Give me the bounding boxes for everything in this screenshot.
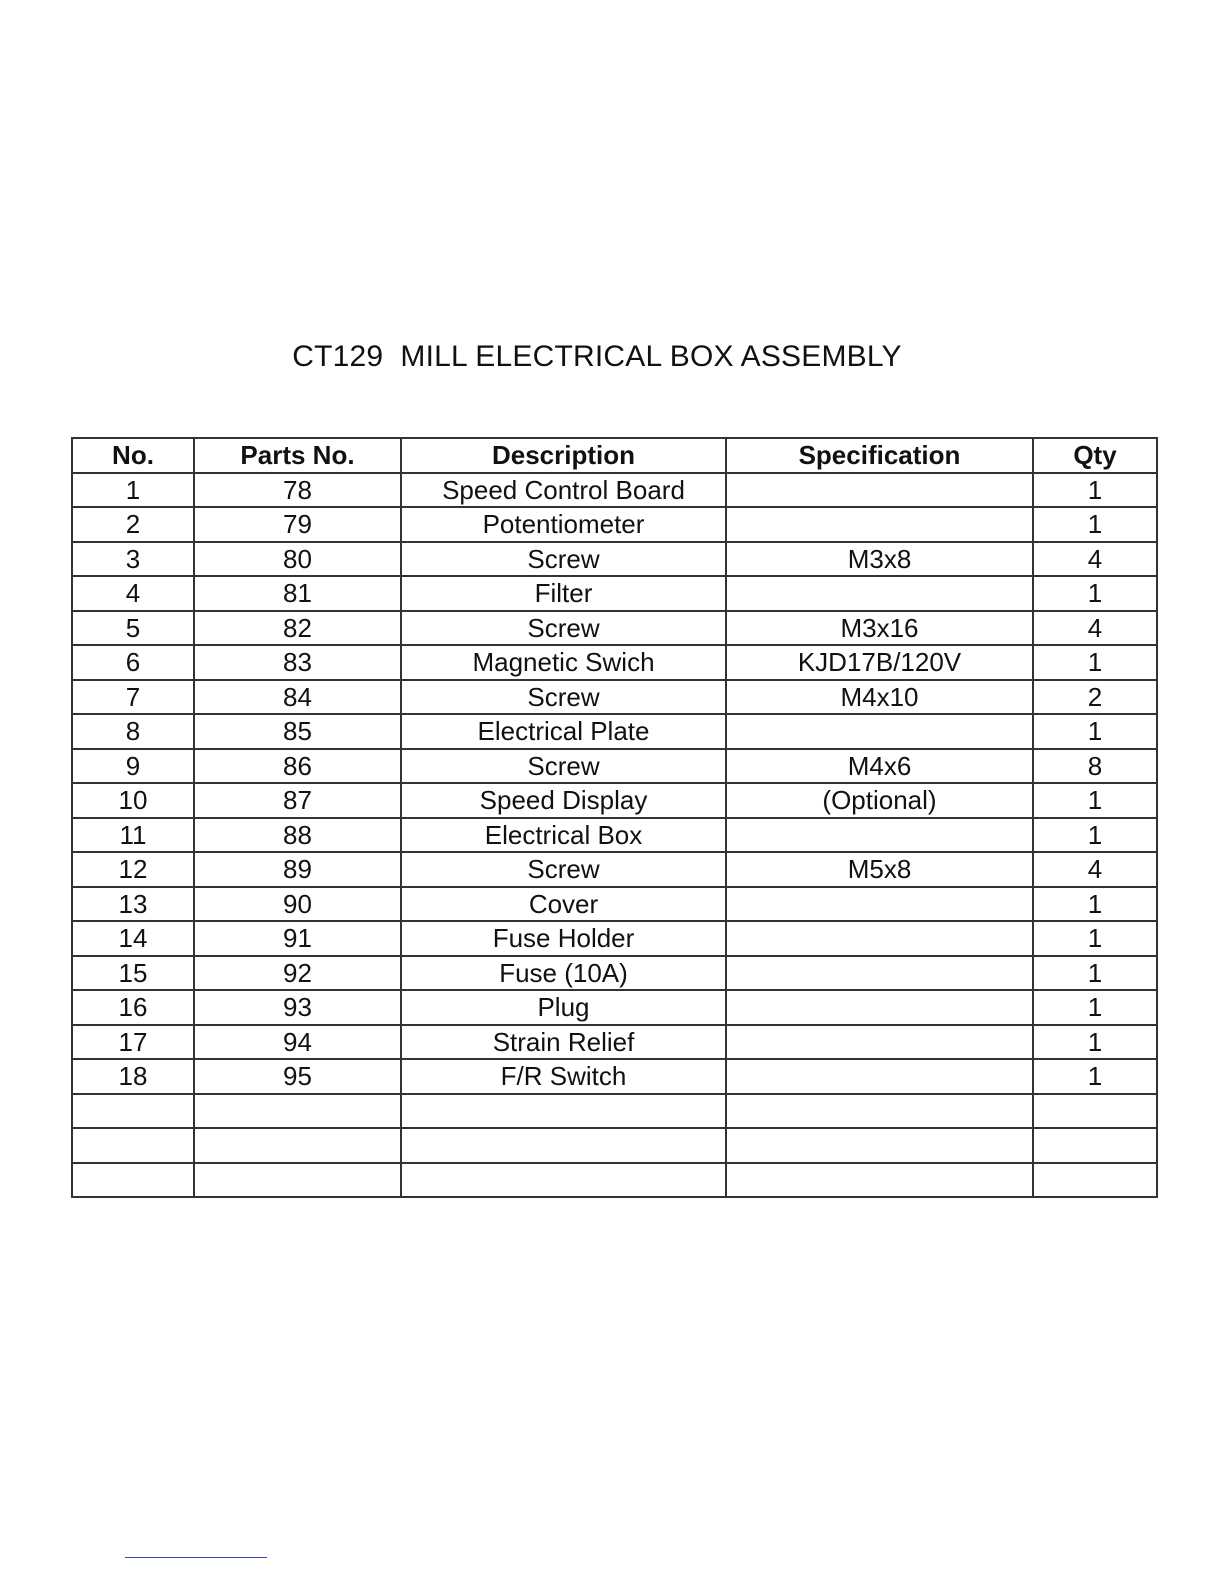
table-row bbox=[72, 1059, 1157, 1094]
cell-parts-no: 88 bbox=[194, 818, 401, 853]
cell-qty: 4 bbox=[1033, 542, 1157, 577]
cell-description: Plug bbox=[401, 990, 726, 1025]
cell-parts-no: 82 bbox=[194, 611, 401, 646]
cell-qty bbox=[1033, 1163, 1157, 1198]
cell-parts-no: 79 bbox=[194, 507, 401, 542]
cell-no: 10 bbox=[72, 783, 194, 818]
cell-parts-no: 78 bbox=[194, 473, 401, 508]
cell-parts-no: 93 bbox=[194, 990, 401, 1025]
cell-qty: 1 bbox=[1033, 956, 1157, 991]
cell-no: 17 bbox=[72, 1025, 194, 1060]
cell-description: Speed Control Board bbox=[401, 473, 726, 508]
cell-description: Screw bbox=[401, 749, 726, 784]
cell-specification bbox=[726, 818, 1033, 853]
cell-no: 9 bbox=[72, 749, 194, 784]
cell-specification: (Optional) bbox=[726, 783, 1033, 818]
cell-description: F/R Switch bbox=[401, 1059, 726, 1094]
table-row bbox=[72, 887, 1157, 922]
cell-qty: 1 bbox=[1033, 1025, 1157, 1060]
cell-specification bbox=[726, 1094, 1033, 1129]
document-title: CT129 MILL ELECTRICAL BOX ASSEMBLY bbox=[292, 340, 902, 373]
cell-description: Screw bbox=[401, 542, 726, 577]
cell-specification bbox=[726, 956, 1033, 991]
cell-description: Cover bbox=[401, 887, 726, 922]
table-row bbox=[72, 542, 1157, 577]
cell-specification bbox=[726, 473, 1033, 508]
cell-specification bbox=[726, 1128, 1033, 1163]
table-row bbox=[72, 1025, 1157, 1060]
table-row bbox=[72, 990, 1157, 1025]
cell-parts-no bbox=[194, 1128, 401, 1163]
table-row bbox=[72, 645, 1157, 680]
cell-description: Potentiometer bbox=[401, 507, 726, 542]
cell-description: Screw bbox=[401, 611, 726, 646]
cell-description: Electrical Plate bbox=[401, 714, 726, 749]
cell-qty: 1 bbox=[1033, 507, 1157, 542]
cell-parts-no: 92 bbox=[194, 956, 401, 991]
cell-no: 4 bbox=[72, 576, 194, 611]
cell-no: 11 bbox=[72, 818, 194, 853]
parts-table-body bbox=[72, 473, 1157, 1198]
cell-parts-no: 95 bbox=[194, 1059, 401, 1094]
cell-no bbox=[72, 1128, 194, 1163]
cell-description: Screw bbox=[401, 852, 726, 887]
cell-qty: 1 bbox=[1033, 818, 1157, 853]
cell-specification bbox=[726, 1025, 1033, 1060]
table-row bbox=[72, 1094, 1157, 1129]
cell-specification bbox=[726, 576, 1033, 611]
cell-qty: 2 bbox=[1033, 680, 1157, 715]
cell-qty: 1 bbox=[1033, 783, 1157, 818]
cell-specification: KJD17B/120V bbox=[726, 645, 1033, 680]
cell-parts-no: 87 bbox=[194, 783, 401, 818]
cell-description: Speed Display bbox=[401, 783, 726, 818]
cell-no bbox=[72, 1094, 194, 1129]
cell-qty: 1 bbox=[1033, 887, 1157, 922]
cell-no: 15 bbox=[72, 956, 194, 991]
table-row bbox=[72, 1163, 1157, 1198]
cell-no: 18 bbox=[72, 1059, 194, 1094]
cell-specification bbox=[726, 1163, 1033, 1198]
cell-specification: M5x8 bbox=[726, 852, 1033, 887]
cell-parts-no: 80 bbox=[194, 542, 401, 577]
cell-specification: M4x6 bbox=[726, 749, 1033, 784]
cell-specification bbox=[726, 887, 1033, 922]
cell-no: 2 bbox=[72, 507, 194, 542]
cell-qty: 1 bbox=[1033, 645, 1157, 680]
cell-qty: 4 bbox=[1033, 852, 1157, 887]
footer-rule bbox=[125, 1557, 267, 1558]
cell-specification: M4x10 bbox=[726, 680, 1033, 715]
cell-specification bbox=[726, 1059, 1033, 1094]
table-row bbox=[72, 783, 1157, 818]
header-parts-no: Parts No. bbox=[194, 438, 401, 473]
cell-qty: 1 bbox=[1033, 473, 1157, 508]
cell-qty: 1 bbox=[1033, 576, 1157, 611]
cell-parts-no: 91 bbox=[194, 921, 401, 956]
table-row bbox=[72, 576, 1157, 611]
cell-description: Magnetic Swich bbox=[401, 645, 726, 680]
header-no: No. bbox=[72, 438, 194, 473]
table-row bbox=[72, 680, 1157, 715]
table-row bbox=[72, 921, 1157, 956]
cell-qty: 1 bbox=[1033, 990, 1157, 1025]
table-header-row bbox=[72, 438, 1157, 473]
cell-description: Filter bbox=[401, 576, 726, 611]
cell-description bbox=[401, 1163, 726, 1198]
cell-no: 6 bbox=[72, 645, 194, 680]
cell-no: 8 bbox=[72, 714, 194, 749]
table-row bbox=[72, 749, 1157, 784]
cell-parts-no bbox=[194, 1163, 401, 1198]
table-row bbox=[72, 1128, 1157, 1163]
cell-parts-no: 86 bbox=[194, 749, 401, 784]
table-row bbox=[72, 611, 1157, 646]
cell-parts-no: 85 bbox=[194, 714, 401, 749]
cell-description: Strain Relief bbox=[401, 1025, 726, 1060]
cell-description bbox=[401, 1128, 726, 1163]
cell-qty: 8 bbox=[1033, 749, 1157, 784]
cell-description: Screw bbox=[401, 680, 726, 715]
cell-parts-no: 89 bbox=[194, 852, 401, 887]
table-row bbox=[72, 473, 1157, 508]
header-specification: Specification bbox=[726, 438, 1033, 473]
cell-no: 7 bbox=[72, 680, 194, 715]
header-qty: Qty bbox=[1033, 438, 1157, 473]
cell-parts-no: 81 bbox=[194, 576, 401, 611]
cell-specification bbox=[726, 990, 1033, 1025]
table-row bbox=[72, 956, 1157, 991]
cell-no bbox=[72, 1163, 194, 1198]
cell-parts-no: 94 bbox=[194, 1025, 401, 1060]
parts-table bbox=[71, 437, 1158, 1198]
cell-qty: 1 bbox=[1033, 1059, 1157, 1094]
cell-qty bbox=[1033, 1094, 1157, 1129]
cell-qty: 1 bbox=[1033, 714, 1157, 749]
cell-no: 13 bbox=[72, 887, 194, 922]
cell-description: Fuse (10A) bbox=[401, 956, 726, 991]
cell-no: 3 bbox=[72, 542, 194, 577]
cell-qty: 4 bbox=[1033, 611, 1157, 646]
cell-parts-no: 83 bbox=[194, 645, 401, 680]
cell-specification bbox=[726, 507, 1033, 542]
cell-specification bbox=[726, 921, 1033, 956]
cell-no: 5 bbox=[72, 611, 194, 646]
table-row bbox=[72, 507, 1157, 542]
cell-no: 14 bbox=[72, 921, 194, 956]
cell-no: 1 bbox=[72, 473, 194, 508]
cell-qty bbox=[1033, 1128, 1157, 1163]
cell-description: Electrical Box bbox=[401, 818, 726, 853]
cell-specification bbox=[726, 714, 1033, 749]
cell-no: 16 bbox=[72, 990, 194, 1025]
cell-parts-no: 84 bbox=[194, 680, 401, 715]
cell-description bbox=[401, 1094, 726, 1129]
cell-no: 12 bbox=[72, 852, 194, 887]
cell-parts-no bbox=[194, 1094, 401, 1129]
table-row bbox=[72, 714, 1157, 749]
cell-description: Fuse Holder bbox=[401, 921, 726, 956]
table-row bbox=[72, 818, 1157, 853]
cell-qty: 1 bbox=[1033, 921, 1157, 956]
cell-parts-no: 90 bbox=[194, 887, 401, 922]
cell-specification: M3x8 bbox=[726, 542, 1033, 577]
header-description: Description bbox=[401, 438, 726, 473]
cell-specification: M3x16 bbox=[726, 611, 1033, 646]
table-row bbox=[72, 852, 1157, 887]
